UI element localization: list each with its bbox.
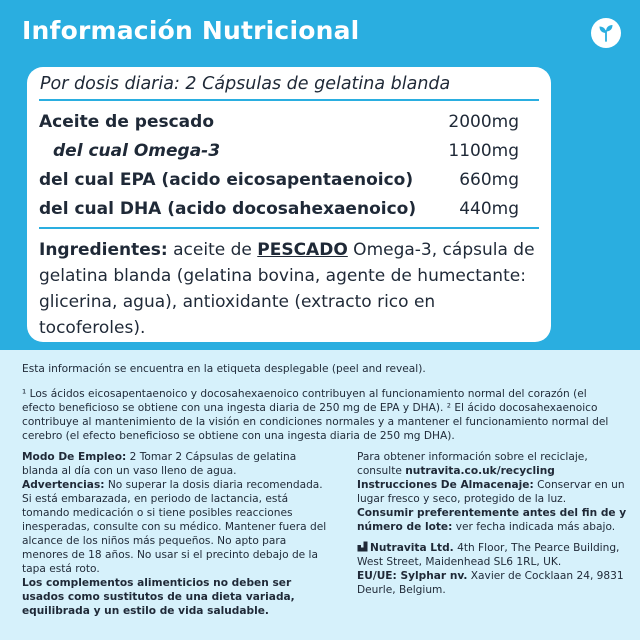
ingredients-text-post: Omega-3, cápsula de gelatina blanda (gelatina bovina, agente de humectante: glicerina, agua), antioxidante (extracto rico en tocoferoles).	[39, 240, 535, 338]
right-column	[357, 450, 627, 597]
best-before	[357, 506, 627, 534]
nutrient-amount: 2000mg	[448, 111, 519, 132]
company-address	[357, 541, 627, 569]
recycling-text: Para obtener información sobre el reciclaje, consulte	[357, 451, 588, 477]
ingredients-text-pre: aceite de	[167, 240, 258, 260]
company-text: 4th Floor, The Pearce Building, West Street, Maidenhead SL6 1RL, UK.	[357, 542, 620, 568]
storage-label: Instrucciones De Almacenaje:	[357, 479, 534, 491]
storage-instructions	[357, 478, 627, 506]
recycling-info	[357, 450, 627, 478]
best-before-text: ver fecha indicada más abajo.	[452, 521, 616, 533]
table-row	[39, 136, 539, 165]
nutrition-card	[27, 67, 551, 342]
eu-label: EU/UE: Sylphar nv.	[357, 570, 468, 582]
nutrient-amount: 660mg	[459, 169, 519, 190]
usage-text: 2 Tomar 2 Cápsulas de gelatina blanda al día con un vaso lleno de agua.	[22, 451, 297, 477]
warnings	[22, 478, 332, 576]
leaf-logo-icon	[591, 18, 621, 48]
nutravita-mark-icon	[357, 541, 368, 552]
nutrient-label: Aceite de pescado	[39, 111, 214, 132]
nutrient-label: del cual EPA (acido eicosapentaenoico)	[39, 169, 414, 190]
company-label: Nutravita Ltd.	[370, 542, 454, 554]
nutrient-amount: 440mg	[459, 198, 519, 219]
best-before-label: Consumir preferentemente antes del fin de y número de lote:	[357, 507, 627, 533]
supplement-note: Los complementos alimenticios no deben ser usados como sustitutos de una dieta variada, equilibrada y un estilo de vida saludable.	[22, 577, 295, 617]
ingredients-label: Ingredientes:	[39, 240, 168, 260]
warnings-label: Advertencias:	[22, 479, 105, 491]
left-column	[22, 450, 332, 618]
nutrient-amount: 1100mg	[448, 140, 519, 161]
table-row	[39, 165, 539, 194]
allergen-text: PESCADO	[257, 240, 348, 260]
recycling-link[interactable]: nutravita.co.uk/recycling	[405, 465, 555, 477]
storage-text: Conservar en un lugar fresco y seco, protegido de la luz.	[357, 479, 625, 505]
health-claims-footnote: ¹ Los ácidos eicosapentaenoico y docosahexaenoico contribuyen al funcionamiento normal del corazón (el efecto beneficioso se obtiene con una ingesta diaria de 250 mg de EPA y DHA). ² El ácido docosahexaenoico contribuye al mantenimiento de la visión en condiciones normales y a mantener el funcionamiento normal del cerebro (el efecto beneficioso se obtiene con una ingesta diaria de 250 mg DHA).	[22, 388, 609, 442]
eu-text: Xavier de Cocklaan 24, 9831 Deurle, Belgium.	[357, 570, 624, 596]
warnings-text: No superar la dosis diaria recomendada. Si está embarazada, en periodo de lactancia, está tomando medicación o si tiene posibles reacciones inesperadas, consulte con su médico. Mantener fuera del alcance de los niños más pequeños. No apto para menores de 18 años. No usar si el precinto debajo de la tapa está roto.	[22, 479, 327, 575]
usage-instructions	[22, 450, 332, 478]
nutrient-label: del cual DHA (acido docosahexaenoico)	[39, 198, 417, 219]
eu-address	[357, 569, 627, 597]
nutrient-table	[39, 101, 539, 223]
nutrient-label: del cual Omega-3	[53, 140, 221, 161]
ingredients	[39, 229, 539, 341]
table-row	[39, 107, 539, 136]
serving-size: Por dosis diaria: 2 Cápsulas de gelatina blanda	[39, 67, 539, 101]
usage-label: Modo De Empleo:	[22, 451, 127, 463]
table-row	[39, 194, 539, 223]
page-title: Información Nutricional	[22, 16, 360, 45]
peel-note: Esta información se encuentra en la etiqueta desplegable (peel and reveal).	[22, 363, 426, 375]
